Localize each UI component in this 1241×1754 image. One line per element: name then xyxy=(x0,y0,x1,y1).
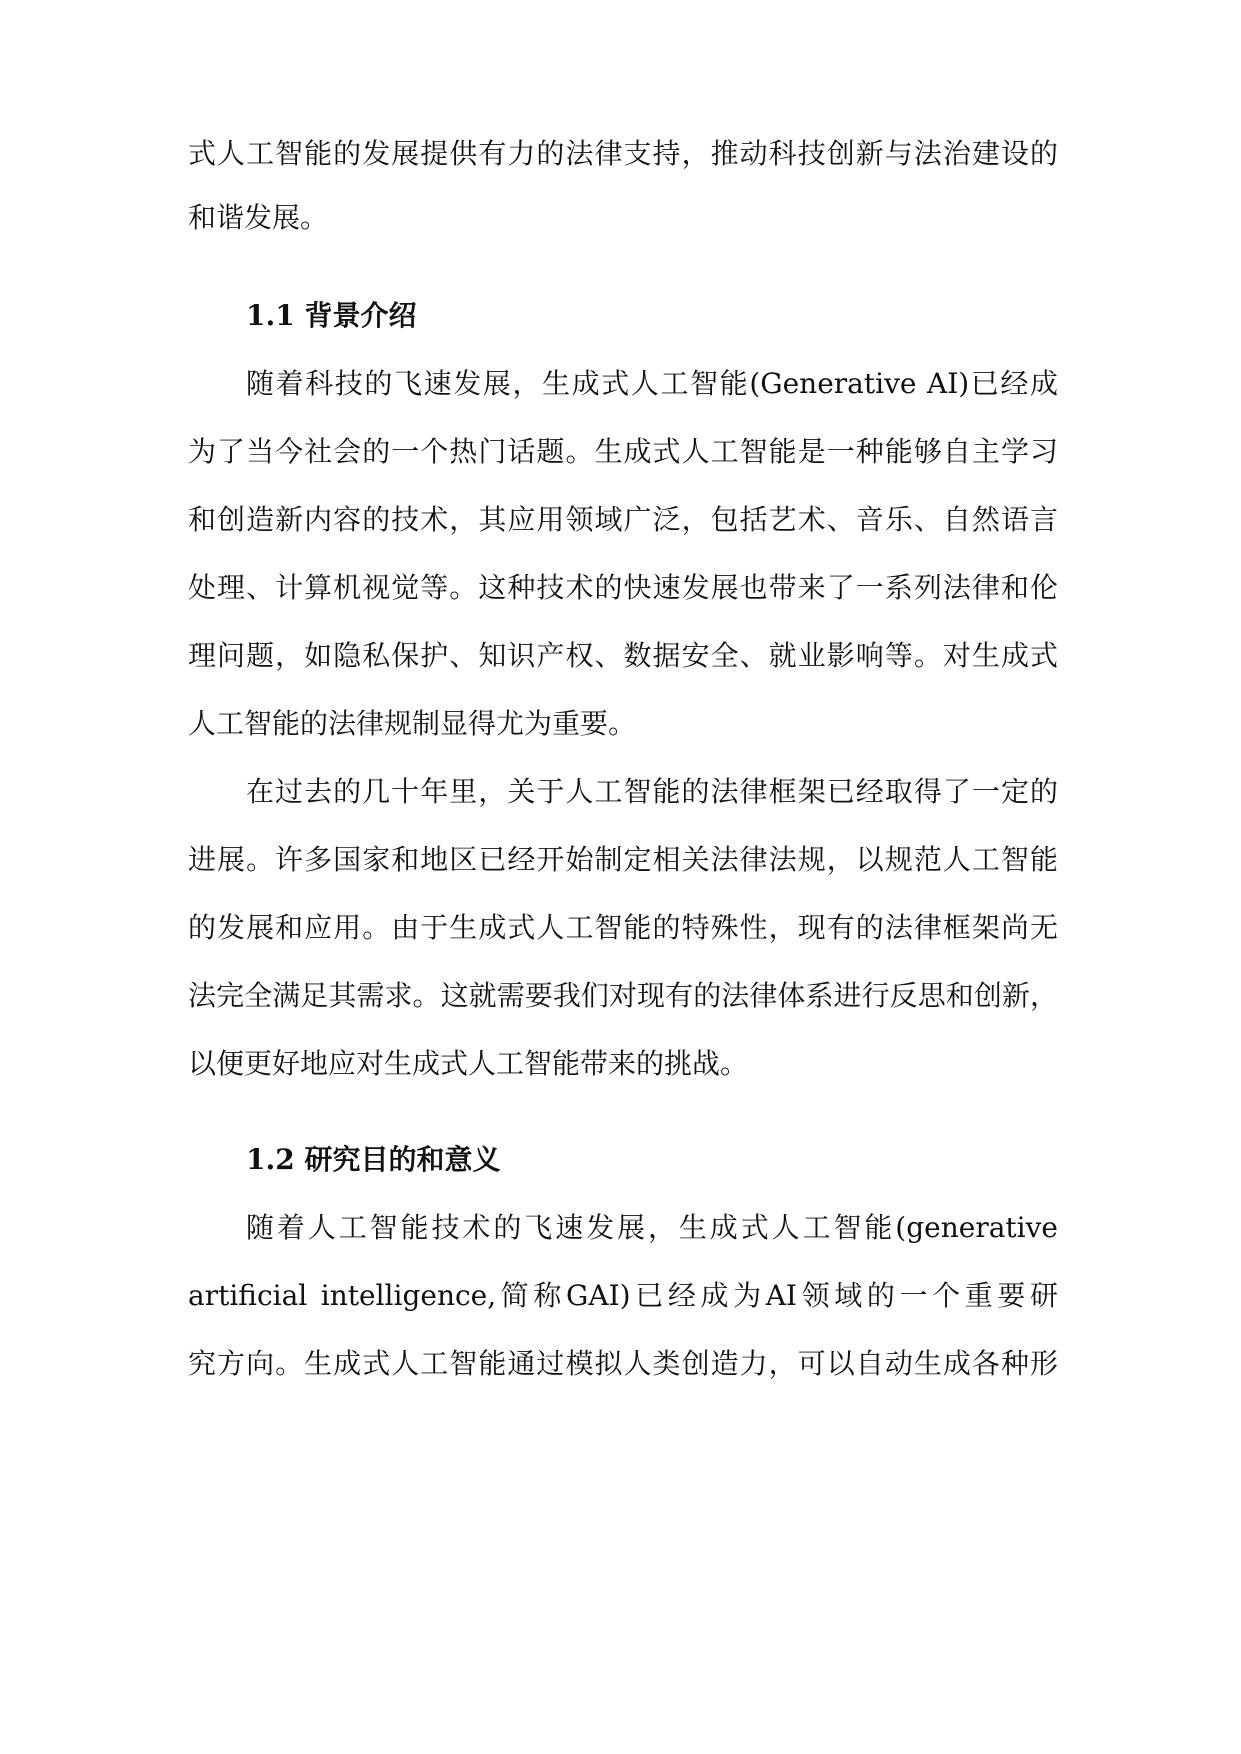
paragraph-line: 为了当今社会的一个热门话题。生成式人工智能是一种能够自主学习 xyxy=(188,435,1058,468)
paragraph-line: 和谐发展。 xyxy=(188,201,329,234)
paragraph-line: 在过去的几十年里，关于人工智能的法律框架已经取得了一定的 xyxy=(246,775,1058,808)
paragraph-line: 式人工智能的发展提供有力的法律支持，推动科技创新与法治建设的 xyxy=(188,137,1058,170)
paragraph-line: 随着科技的飞速发展，生成式人工智能(Generative AI)已经成 xyxy=(246,367,1058,400)
paragraph-line: 究方向。生成式人工智能通过模拟人类创造力，可以自动生成各种形 xyxy=(188,1347,1058,1380)
paragraph-line: 处理、计算机视觉等。这种技术的快速发展也带来了一系列法律和伦 xyxy=(188,571,1058,604)
section-heading-1-1: 1.1 背景介绍 xyxy=(246,299,417,332)
paragraph-line: 进展。许多国家和地区已经开始制定相关法律法规，以规范人工智能 xyxy=(188,843,1058,876)
paragraph-line: 以便更好地应对生成式人工智能带来的挑战。 xyxy=(188,1047,749,1080)
paragraph-line: artificial intelligence,简称GAI)已经成为AI领域的一个重要研 xyxy=(188,1279,1058,1312)
section-heading-1-2: 1.2 研究目的和意义 xyxy=(246,1143,501,1176)
paragraph-line: 随着人工智能技术的飞速发展，生成式人工智能(generative xyxy=(246,1211,1058,1244)
paragraph-line: 理问题，如隐私保护、知识产权、数据安全、就业影响等。对生成式 xyxy=(188,639,1058,672)
paragraph-line: 法完全满足其需求。这就需要我们对现有的法律体系进行反思和创新， xyxy=(188,979,1058,1012)
paragraph-line: 人工智能的法律规制显得尤为重要。 xyxy=(188,707,637,740)
paragraph-line: 的发展和应用。由于生成式人工智能的特殊性，现有的法律框架尚无 xyxy=(188,911,1058,944)
paragraph-line: 和创造新内容的技术，其应用领域广泛，包括艺术、音乐、自然语言 xyxy=(188,503,1058,536)
